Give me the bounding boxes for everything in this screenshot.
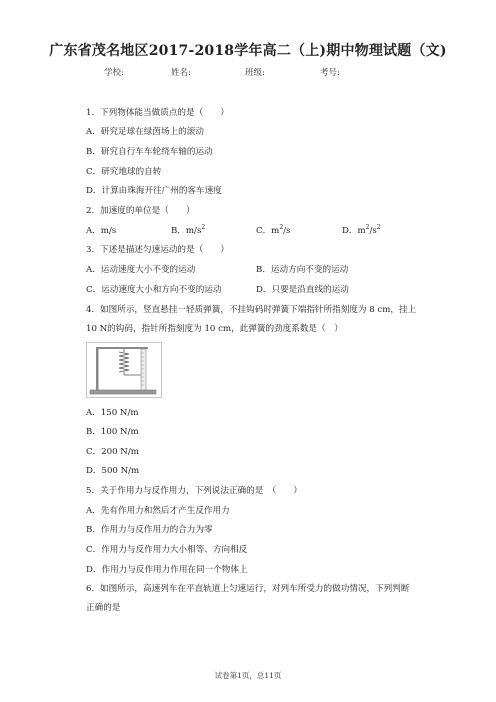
question-4-option-b: B．100 N/m xyxy=(86,427,139,437)
question-3-option-a: A．运动速度大小不变的运动 xyxy=(86,265,196,275)
question-2-option-a: A．m/s xyxy=(86,226,117,236)
school-field-label: 学校: xyxy=(104,68,124,78)
question-3-option-b: B．运动方向不变的运动 xyxy=(256,265,349,275)
question-3-option-c: C．运动速度大小和方向不变的运动 xyxy=(86,285,222,295)
question-5-option-c: C．作用力与反作用力大小相等、方向相反 xyxy=(86,545,248,555)
question-4-stem-line-2: 10 N的钩码，指针所指刻度为 10 cm，此弹簧的劲度系数是（ ） xyxy=(86,324,343,334)
name-field-label: 姓名: xyxy=(171,68,191,78)
question-1-option-d: D．计算由珠海开往广州的客车速度 xyxy=(86,186,222,196)
question-4-option-c: C．200 N/m xyxy=(86,447,139,457)
page-footer: 试卷第1页，总11页 xyxy=(214,671,282,680)
document-title: 广东省茂名地区2017-2018学年高二（上)期中物理试题（文) xyxy=(49,43,447,59)
spring-scale-figure xyxy=(86,342,162,398)
question-2-option-c: C．$m^2/s$ xyxy=(256,224,291,236)
question-2-stem: 2．加速度的单位是（ ） xyxy=(86,206,195,216)
question-5-stem: 5．关于作用力与反作用力，下列说法正确的是 （ ） xyxy=(86,486,303,496)
question-6-stem-line-2: 正确的是 xyxy=(86,603,121,613)
question-6-stem-line-1: 6．如图所示，高速列车在平直轨道上匀速运行，对列车所受力的做功情况，下列判断 xyxy=(86,584,410,594)
question-5-option-d: D．作用力与反作用力作用在同一个物体上 xyxy=(86,565,248,575)
question-2-option-b: B．$m/s^2$ xyxy=(171,224,206,236)
question-5-option-a: A．先有作用力和然后才产生反作用力 xyxy=(86,506,230,516)
question-1-option-c: C．研究地球的自转 xyxy=(86,167,162,177)
question-3-stem: 3．下述是描述匀速运动的是（ ） xyxy=(86,245,229,255)
question-1-option-b: B．研究自行车车轮绕车轴的运动 xyxy=(86,147,213,157)
question-4-option-d: D．500 N/m xyxy=(86,466,140,476)
question-4-option-a: A．150 N/m xyxy=(86,408,139,418)
question-1-stem: 1．下列物体能当做质点的是（ ） xyxy=(86,108,229,118)
question-2-option-d: D．$m^2/s^2$ xyxy=(342,224,381,236)
class-field-label: 班级: xyxy=(245,68,265,78)
question-1-option-a: A．研究足球在绿茵场上的滚动 xyxy=(86,127,204,137)
question-3-option-d: D．只要是沿直线的运动 xyxy=(256,285,349,295)
question-5-option-b: B．作用力与反作用力的合力为零 xyxy=(86,525,213,535)
question-4-stem-line-1: 4．如图所示，竖直悬挂一轻质弹簧，不挂钩码时弹簧下端指针所指刻度为 8 cm，挂上 xyxy=(86,305,417,315)
exam-number-field-label: 考号: xyxy=(320,68,340,78)
